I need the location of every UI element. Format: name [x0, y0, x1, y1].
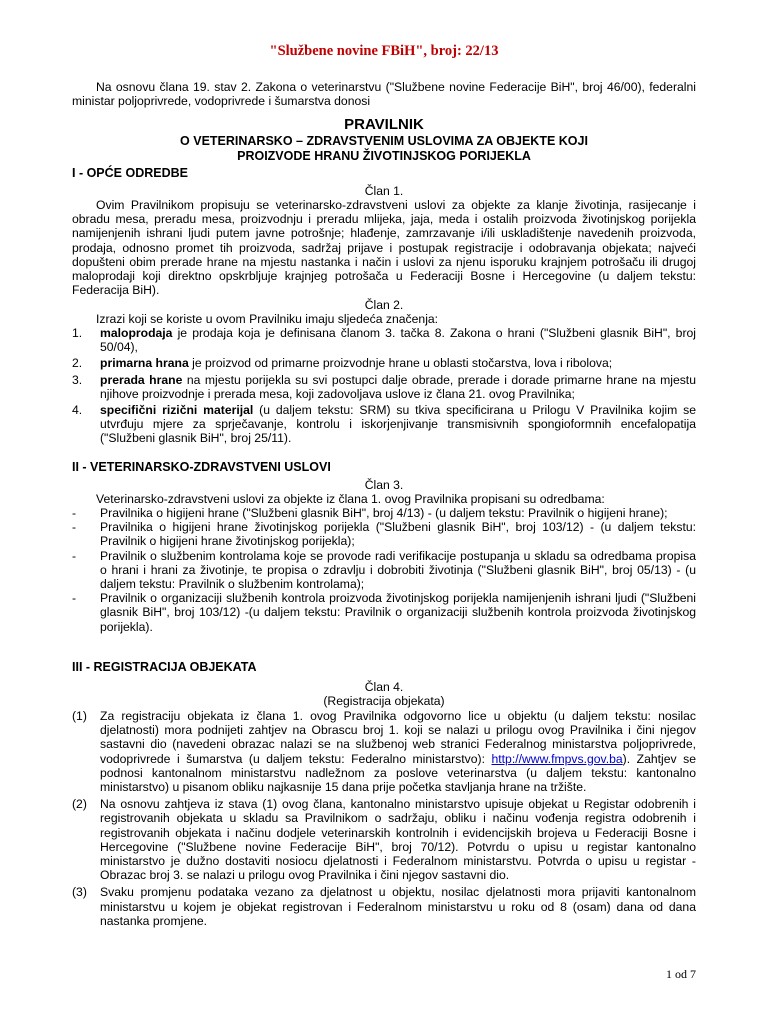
list-bullet: -	[72, 520, 77, 535]
definition-text: na mjestu porijekla su svi postupci dalje obrade, prerade i dorade primarne hrane na mjestu njihove proizvodnje i prerada mesa, koji zadovoljava uslove iz člana 21. ovog Pravilnika;	[100, 372, 696, 401]
definition-number: 4.	[72, 403, 83, 418]
list-item-text: Pravilnika o higijeni hrane ("Službeni glasnik BiH", broj 4/13) - (u daljem tekstu: Pravilnik o higijeni hrane);	[100, 506, 668, 520]
paragraph-text: Za registraciju objekata iz člana 1. ovog Pravilnika odgovorno lice u objektu (u daljem tekstu: nosilac djelatnosti) mora podnijeti zahtjev na Obrascu broj 1. koji se nalazi u prilogu ovog Pravilnika i čini njegov sastavni dio (navedeni obrazac nalazi se na službenoj web stranici Federalnog ministarstva poljoprivrede, vodoprivrede i šumarstva (u daljem tekstu: Federalno ministarstvo):	[100, 709, 696, 766]
article-2-lead: Izrazi koji se koriste u ovom Pravilniku imaju sljedeća značenja:	[96, 312, 439, 326]
article-4-subtitle: (Registracija objekata)	[323, 694, 445, 708]
document-title: PRAVILNIK	[344, 116, 424, 133]
paragraph-number: (1)	[72, 709, 87, 723]
list-item	[72, 591, 696, 634]
list-item	[72, 506, 696, 520]
definition-item	[72, 403, 696, 446]
document-subtitle	[72, 134, 696, 163]
article-3-lead: Veterinarsko-zdravstveni uslovi za objekte iz člana 1. ovog Pravilnika propisani su odredbama:	[96, 492, 605, 506]
subtitle-line-1: O VETERINARSKO – ZDRAVSTVENIM USLOVIMA ZA OBJEKTE KOJI	[180, 134, 588, 148]
list-bullet: -	[72, 591, 77, 606]
definition-term: primarna hrana	[100, 356, 189, 371]
definition-item	[72, 326, 696, 354]
list-item-text: Pravilnik o organizaciji službenih kontrola proizvoda životinjskog porijekla namijenjenih ishrani ljudi ("Službeni glasnik BiH", broj 103/12) -(u daljem tekstu: Pravilnik o organizaciji službenih kontrola proizvoda životinjskog porijekla).	[100, 591, 696, 634]
numbered-paragraph	[72, 797, 696, 882]
article-4-title: Član 4.	[364, 680, 404, 694]
list-item	[72, 520, 696, 548]
definition-text: (u daljem tekstu: SRM) su tkiva specificirana u Prilogu V Pravilnika kojim se utvrđuju mjere za sprječavanje, kontrolu i iskorjenjivanje transmisivnih spongioformnih encefalopatija ("Službeni glasnik BiH", broj 25/11).	[100, 403, 697, 446]
paragraph-text: ). Zahtjev se podnosi kantonalnom ministarstvu nadležnom za poslove veterinarstva (u daljem tekstu: kantonalno ministarstvo) u pisanom obliku najkasnije 15 dana prije početka stavljanja hrane na tržište.	[100, 751, 696, 795]
article-1-text: Ovim Pravilnikom propisuju se veterinarsko-zdravstveni uslovi za objekte za klanje životinja, rasijecanje i obradu mesa, preradu mesa, proizvodnju i preradu mlijeka, jaja, meda i ostalih proizvoda životinjskog porijekla namijenjenih ishrani ljudi putem javne potrošnje; hlađenje, zamrzavanje i/ili uskladištenje navedenih proizvoda, prodaja, odnosno promet tih proizvoda, sadržaj prijave i postupak registracije i odobravanja objekata; najveći dopušteni obim prerade hrane na mjestu nastanka i način i uslovi za njenu isporuku krajnjem potrošaču ili drugoj maloprodaji koji direktno opskrbljuje krajnjeg potrošača u Federaciji Bosne i Hercegovine (u daljem tekstu: Federacija BiH).	[72, 198, 696, 298]
numbered-paragraph	[72, 709, 696, 794]
article-4-paragraphs	[72, 709, 696, 928]
paragraph-number: (3)	[72, 885, 87, 900]
gazette-header: "Službene novine FBiH", broj: 22/13	[269, 43, 499, 59]
definition-number: 1.	[72, 326, 83, 340]
article-2-title: Član 2.	[364, 298, 404, 312]
list-item-text: Pravilnik o službenim kontrolama koje se provode radi verifikacije postupanja u skladu sa odredbama propisa o hrani i hrani za životinje, te propisa o zdravlju i dobrobiti životinja ("Službeni glasnik BiH", broj 05/13) - (u daljem tekstu: Pravilnik o službenim kontrolama);	[100, 548, 696, 592]
section-1-heading: I - OPĆE ODREDBE	[72, 166, 188, 180]
definition-term: specifični rizični materijal	[100, 403, 254, 418]
definition-text: je prodaja koja je definisana članom 3. tačka 8. Zakona o hrani ("Službeni glasnik BiH", broj 50/04),	[100, 326, 696, 355]
paragraph-text: Na osnovu zahtjeva iz stava (1) ovog člana, kantonalno ministarstvo upisuje objekat u Registar odobrenih i registrovanih objekata u skladu sa Pravilnikom o sadržaju, obliku i načinu vođenja registra odobrenih i registrovanih objekata i načinu dodjele veterinarskih kontrolnih i evidencijskih brojeva u Federaciji Bosne i Hercegovine ("Službene novine Federacije BiH", broj 70/12). Potvrdu o upisu u registar kantonalno ministarstvo je dužno dostaviti nosiocu djelatnosti i Federalnom ministarstvu. Potvrda o upisu u registar - Obrazac broj 3. se nalazi u prilogu ovog Pravilnika i čini njegov sastavni dio.	[100, 797, 696, 883]
paragraph-text: Svaku promjenu podataka vezano za djelatnost u objektu, nosilac djelatnosti mora prijaviti kantonalnom ministarstvu u kojem je objekat registrovan i Federalnom ministarstvu u roku od 8 (osam) dana od dana nastanka promjene.	[100, 885, 696, 928]
definition-item	[72, 373, 696, 401]
definition-text: je proizvod od primarne proizvodnje hrane u oblasti stočarstva, lova i ribolova;	[188, 356, 613, 371]
numbered-paragraph	[72, 885, 696, 928]
regulations-list	[72, 506, 696, 634]
list-item	[72, 549, 696, 592]
definition-item	[72, 356, 696, 370]
list-item-text: Pravilnika o higijeni hrane životinjskog porijekla ("Službeni glasnik BiH", broj 103/12) - (u daljem tekstu: Pravilnik o higijeni hrane životinjskog porijekla);	[100, 520, 696, 549]
definition-number: 3.	[72, 372, 83, 387]
definitions-list	[72, 326, 697, 446]
list-bullet: -	[72, 548, 77, 563]
definition-term: prerada hrane	[100, 372, 183, 387]
intro-paragraph: Na osnovu člana 19. stav 2. Zakona o veterinarstvu ("Službene novine Federacije BiH", broj 46/00), federalni ministar poljoprivrede, vodoprivrede i šumarstva donosi	[72, 80, 696, 109]
subtitle-line-2: PROIZVODE HRANU ŽIVOTINJSKOG PORIJEKLA	[237, 148, 531, 163]
paragraph-number: (2)	[72, 797, 87, 812]
article-1-title: Član 1.	[364, 184, 404, 198]
definition-term: maloprodaja	[100, 326, 173, 340]
section-2-heading: II - VETERINARSKO-ZDRAVSTVENI USLOVI	[72, 460, 331, 474]
list-bullet: -	[72, 506, 77, 520]
article-3-title: Član 3.	[364, 478, 404, 492]
section-3-heading: III - REGISTRACIJA OBJEKATA	[72, 660, 257, 674]
page-number: 1 od 7	[666, 967, 696, 981]
definition-number: 2.	[72, 356, 83, 371]
ministry-website-link[interactable]: http://www.fmpvs.gov.ba	[491, 751, 623, 766]
